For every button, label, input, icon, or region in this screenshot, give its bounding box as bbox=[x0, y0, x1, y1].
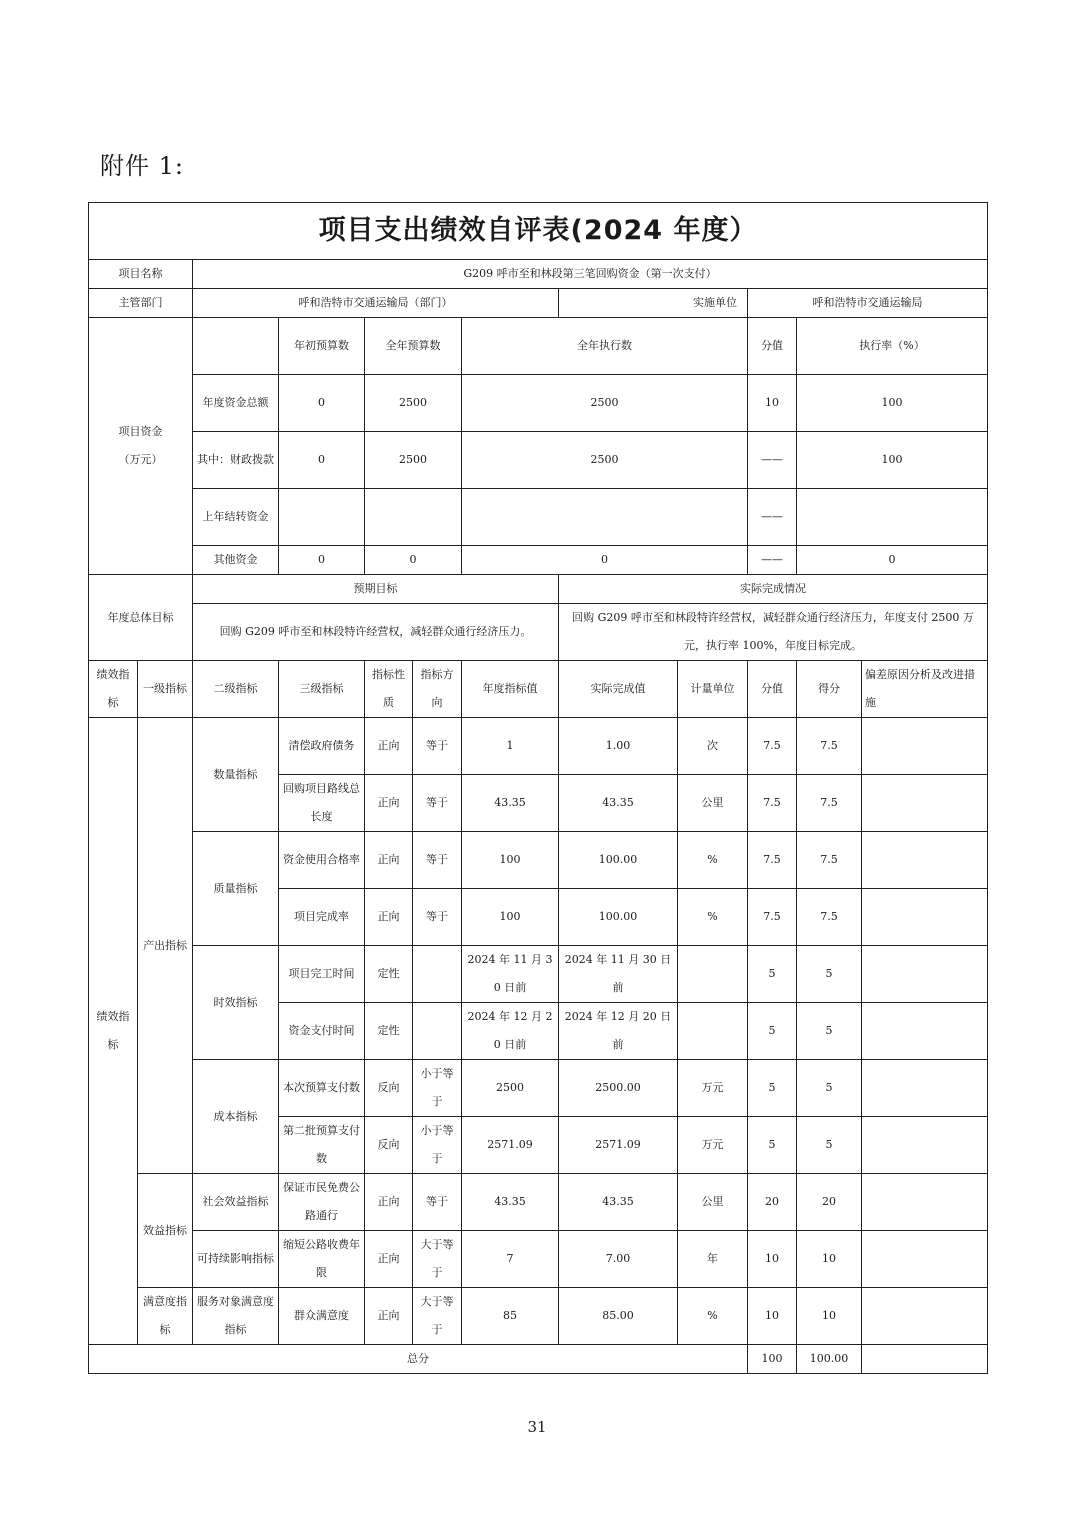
goals-label: 年度总体目标 bbox=[89, 575, 193, 661]
ind-remark bbox=[862, 1288, 988, 1345]
ind-remark bbox=[862, 889, 988, 946]
ind-remark bbox=[862, 1174, 988, 1231]
ind-score: 5 bbox=[797, 1003, 862, 1060]
ind-level2-sustain: 可持续影响指标 bbox=[193, 1231, 279, 1288]
ind-level2-service: 服务对象满意度指标 bbox=[193, 1288, 279, 1345]
ind-direction: 大于等于 bbox=[413, 1231, 462, 1288]
funds-rate: 0 bbox=[797, 546, 988, 575]
ind-remark bbox=[862, 1003, 988, 1060]
ind-unit: 公里 bbox=[678, 1174, 748, 1231]
total-score: 100.00 bbox=[797, 1345, 862, 1374]
ind-remark bbox=[862, 1060, 988, 1117]
ind-header-weight: 分值 bbox=[748, 661, 797, 718]
ind-actual: 100.00 bbox=[559, 889, 678, 946]
funds-header-rate: 执行率（%） bbox=[797, 318, 988, 375]
funds-header-annual: 全年预算数 bbox=[365, 318, 462, 375]
ind-level2-quantity: 数量指标 bbox=[193, 718, 279, 832]
ind-level3: 本次预算支付数 bbox=[279, 1060, 365, 1117]
ind-direction: 小于等于 bbox=[413, 1060, 462, 1117]
ind-unit bbox=[678, 946, 748, 1003]
funds-executed bbox=[462, 489, 748, 546]
ind-remark bbox=[862, 832, 988, 889]
ind-target: 43.35 bbox=[462, 1174, 559, 1231]
ind-weight: 7.5 bbox=[748, 889, 797, 946]
ind-weight: 7.5 bbox=[748, 718, 797, 775]
funds-rate bbox=[797, 489, 988, 546]
funds-label-line2: （万元） bbox=[118, 453, 163, 466]
total-label: 总分 bbox=[89, 1345, 748, 1374]
ind-weight: 5 bbox=[748, 1060, 797, 1117]
ind-unit: 万元 bbox=[678, 1060, 748, 1117]
attachment-label: 附件 1: bbox=[100, 152, 184, 180]
ind-actual: 7.00 bbox=[559, 1231, 678, 1288]
ind-actual: 43.35 bbox=[559, 775, 678, 832]
ind-header-target: 年度指标值 bbox=[462, 661, 559, 718]
ind-remark bbox=[862, 946, 988, 1003]
ind-header-direction: 指标方向 bbox=[413, 661, 462, 718]
impl-unit-label: 实施单位 bbox=[559, 289, 748, 318]
ind-unit bbox=[678, 1003, 748, 1060]
ind-weight: 5 bbox=[748, 1117, 797, 1174]
total-weight: 100 bbox=[748, 1345, 797, 1374]
funds-executed: 2500 bbox=[462, 432, 748, 489]
ind-header-level3: 三级指标 bbox=[279, 661, 365, 718]
ind-actual: 2024 年 11 月 30 日前 bbox=[559, 946, 678, 1003]
ind-target: 100 bbox=[462, 889, 559, 946]
ind-level2-timeliness: 时效指标 bbox=[193, 946, 279, 1060]
ind-direction: 等于 bbox=[413, 832, 462, 889]
form-title: 项目支出绩效自评表(2024 年度） bbox=[89, 203, 988, 260]
funds-row-label: 上年结转资金 bbox=[193, 489, 279, 546]
ind-category-label: 绩效指标 bbox=[89, 718, 138, 1345]
ind-remark bbox=[862, 1231, 988, 1288]
ind-level3: 保证市民免费公路通行 bbox=[279, 1174, 365, 1231]
ind-header-actual: 实际完成值 bbox=[559, 661, 678, 718]
ind-nature: 定性 bbox=[365, 946, 413, 1003]
funds-weight: 10 bbox=[748, 375, 797, 432]
funds-executed: 2500 bbox=[462, 375, 748, 432]
ind-level1-output: 产出指标 bbox=[138, 718, 193, 1174]
ind-level3: 项目完成率 bbox=[279, 889, 365, 946]
funds-header-initial: 年初预算数 bbox=[279, 318, 365, 375]
funds-initial: 0 bbox=[279, 432, 365, 489]
ind-actual: 100.00 bbox=[559, 832, 678, 889]
ind-header-score: 得分 bbox=[797, 661, 862, 718]
dept-label: 主管部门 bbox=[89, 289, 193, 318]
goals-actual: 回购 G209 呼市至和林段特许经营权，减轻群众通行经济压力，年度支付 2500 万元，执行率 100%，年度目标完成。 bbox=[559, 604, 988, 661]
ind-unit: 公里 bbox=[678, 775, 748, 832]
ind-actual: 43.35 bbox=[559, 1174, 678, 1231]
ind-score: 7.5 bbox=[797, 832, 862, 889]
ind-actual: 1.00 bbox=[559, 718, 678, 775]
ind-nature: 正向 bbox=[365, 775, 413, 832]
ind-direction: 等于 bbox=[413, 775, 462, 832]
ind-header-level1: 一级指标 bbox=[138, 661, 193, 718]
ind-header-nature: 指标性质 bbox=[365, 661, 413, 718]
ind-direction: 等于 bbox=[413, 718, 462, 775]
ind-unit: % bbox=[678, 1288, 748, 1345]
ind-weight: 20 bbox=[748, 1174, 797, 1231]
ind-level2-quality: 质量指标 bbox=[193, 832, 279, 946]
goals-expected-header: 预期目标 bbox=[193, 575, 559, 604]
funds-rate: 100 bbox=[797, 432, 988, 489]
goals-actual-header: 实际完成情况 bbox=[559, 575, 988, 604]
funds-label-line1: 项目资金 bbox=[118, 425, 163, 438]
funds-initial: 0 bbox=[279, 546, 365, 575]
ind-score: 20 bbox=[797, 1174, 862, 1231]
ind-score: 7.5 bbox=[797, 775, 862, 832]
ind-level3: 群众满意度 bbox=[279, 1288, 365, 1345]
ind-score: 10 bbox=[797, 1231, 862, 1288]
ind-score: 7.5 bbox=[797, 889, 862, 946]
funds-executed: 0 bbox=[462, 546, 748, 575]
ind-level2-social: 社会效益指标 bbox=[193, 1174, 279, 1231]
ind-level3: 清偿政府债务 bbox=[279, 718, 365, 775]
ind-level1-benefit: 效益指标 bbox=[138, 1174, 193, 1288]
ind-nature: 反向 bbox=[365, 1117, 413, 1174]
ind-target: 2571.09 bbox=[462, 1117, 559, 1174]
ind-actual: 85.00 bbox=[559, 1288, 678, 1345]
ind-direction: 大于等于 bbox=[413, 1288, 462, 1345]
funds-initial bbox=[279, 489, 365, 546]
funds-annual bbox=[365, 489, 462, 546]
ind-actual: 2571.09 bbox=[559, 1117, 678, 1174]
ind-actual: 2024 年 12 月 20 日前 bbox=[559, 1003, 678, 1060]
ind-target: 43.35 bbox=[462, 775, 559, 832]
dept-value: 呼和浩特市交通运输局（部门） bbox=[193, 289, 559, 318]
ind-nature: 正向 bbox=[365, 1174, 413, 1231]
ind-nature: 定性 bbox=[365, 1003, 413, 1060]
ind-level1-satisfaction: 满意度指标 bbox=[138, 1288, 193, 1345]
ind-target: 7 bbox=[462, 1231, 559, 1288]
ind-level3: 第二批预算支付数 bbox=[279, 1117, 365, 1174]
ind-unit: 年 bbox=[678, 1231, 748, 1288]
funds-annual: 2500 bbox=[365, 375, 462, 432]
ind-nature: 正向 bbox=[365, 1231, 413, 1288]
ind-direction bbox=[413, 1003, 462, 1060]
ind-nature: 反向 bbox=[365, 1060, 413, 1117]
ind-unit: % bbox=[678, 889, 748, 946]
ind-unit: 次 bbox=[678, 718, 748, 775]
ind-level3: 回购项目路线总长度 bbox=[279, 775, 365, 832]
ind-nature: 正向 bbox=[365, 718, 413, 775]
ind-score: 10 bbox=[797, 1288, 862, 1345]
funds-initial: 0 bbox=[279, 375, 365, 432]
ind-score: 5 bbox=[797, 946, 862, 1003]
funds-annual: 0 bbox=[365, 546, 462, 575]
ind-weight: 10 bbox=[748, 1231, 797, 1288]
page-number: 31 bbox=[527, 1418, 547, 1436]
ind-score: 7.5 bbox=[797, 718, 862, 775]
ind-header-remark: 偏差原因分析及改进措施 bbox=[862, 661, 988, 718]
ind-direction: 等于 bbox=[413, 1174, 462, 1231]
funds-row-label: 年度资金总额 bbox=[193, 375, 279, 432]
funds-row-label: 其中：财政拨款 bbox=[193, 432, 279, 489]
ind-unit: % bbox=[678, 832, 748, 889]
ind-target: 85 bbox=[462, 1288, 559, 1345]
funds-header-executed: 全年执行数 bbox=[462, 318, 748, 375]
ind-level2-cost: 成本指标 bbox=[193, 1060, 279, 1174]
ind-level3: 缩短公路收费年限 bbox=[279, 1231, 365, 1288]
ind-header-category: 绩效指标 bbox=[89, 661, 138, 718]
ind-direction: 小于等于 bbox=[413, 1117, 462, 1174]
project-name-value: G209 呼市至和林段第三笔回购资金（第一次支付） bbox=[193, 260, 988, 289]
funds-row-label: 其他资金 bbox=[193, 546, 279, 575]
total-remark bbox=[862, 1345, 988, 1374]
funds-weight: —— bbox=[748, 489, 797, 546]
funds-rate: 100 bbox=[797, 375, 988, 432]
funds-header-weight: 分值 bbox=[748, 318, 797, 375]
ind-level3: 资金支付时间 bbox=[279, 1003, 365, 1060]
ind-weight: 5 bbox=[748, 1003, 797, 1060]
ind-direction: 等于 bbox=[413, 889, 462, 946]
ind-remark bbox=[862, 775, 988, 832]
ind-nature: 正向 bbox=[365, 889, 413, 946]
ind-target: 1 bbox=[462, 718, 559, 775]
impl-unit-value: 呼和浩特市交通运输局 bbox=[748, 289, 988, 318]
ind-header-level2: 二级指标 bbox=[193, 661, 279, 718]
funds-weight: —— bbox=[748, 432, 797, 489]
ind-weight: 10 bbox=[748, 1288, 797, 1345]
ind-level3: 资金使用合格率 bbox=[279, 832, 365, 889]
goals-expected: 回购 G209 呼市至和林段特许经营权，减轻群众通行经济压力。 bbox=[193, 604, 559, 661]
ind-target: 100 bbox=[462, 832, 559, 889]
ind-nature: 正向 bbox=[365, 832, 413, 889]
ind-target: 2024 年 12 月 20 日前 bbox=[462, 1003, 559, 1060]
ind-weight: 5 bbox=[748, 946, 797, 1003]
funds-header-blank bbox=[193, 318, 279, 375]
ind-weight: 7.5 bbox=[748, 832, 797, 889]
ind-score: 5 bbox=[797, 1117, 862, 1174]
ind-target: 2024 年 11 月 30 日前 bbox=[462, 946, 559, 1003]
ind-remark bbox=[862, 1117, 988, 1174]
funds-annual: 2500 bbox=[365, 432, 462, 489]
ind-header-unit: 计量单位 bbox=[678, 661, 748, 718]
funds-label bbox=[89, 318, 193, 575]
ind-level3: 项目完工时间 bbox=[279, 946, 365, 1003]
ind-remark bbox=[862, 718, 988, 775]
ind-target: 2500 bbox=[462, 1060, 559, 1117]
ind-nature: 正向 bbox=[365, 1288, 413, 1345]
ind-actual: 2500.00 bbox=[559, 1060, 678, 1117]
performance-evaluation-table bbox=[88, 202, 988, 1374]
ind-score: 5 bbox=[797, 1060, 862, 1117]
funds-weight: —— bbox=[748, 546, 797, 575]
ind-direction bbox=[413, 946, 462, 1003]
ind-weight: 7.5 bbox=[748, 775, 797, 832]
project-name-label: 项目名称 bbox=[89, 260, 193, 289]
ind-unit: 万元 bbox=[678, 1117, 748, 1174]
